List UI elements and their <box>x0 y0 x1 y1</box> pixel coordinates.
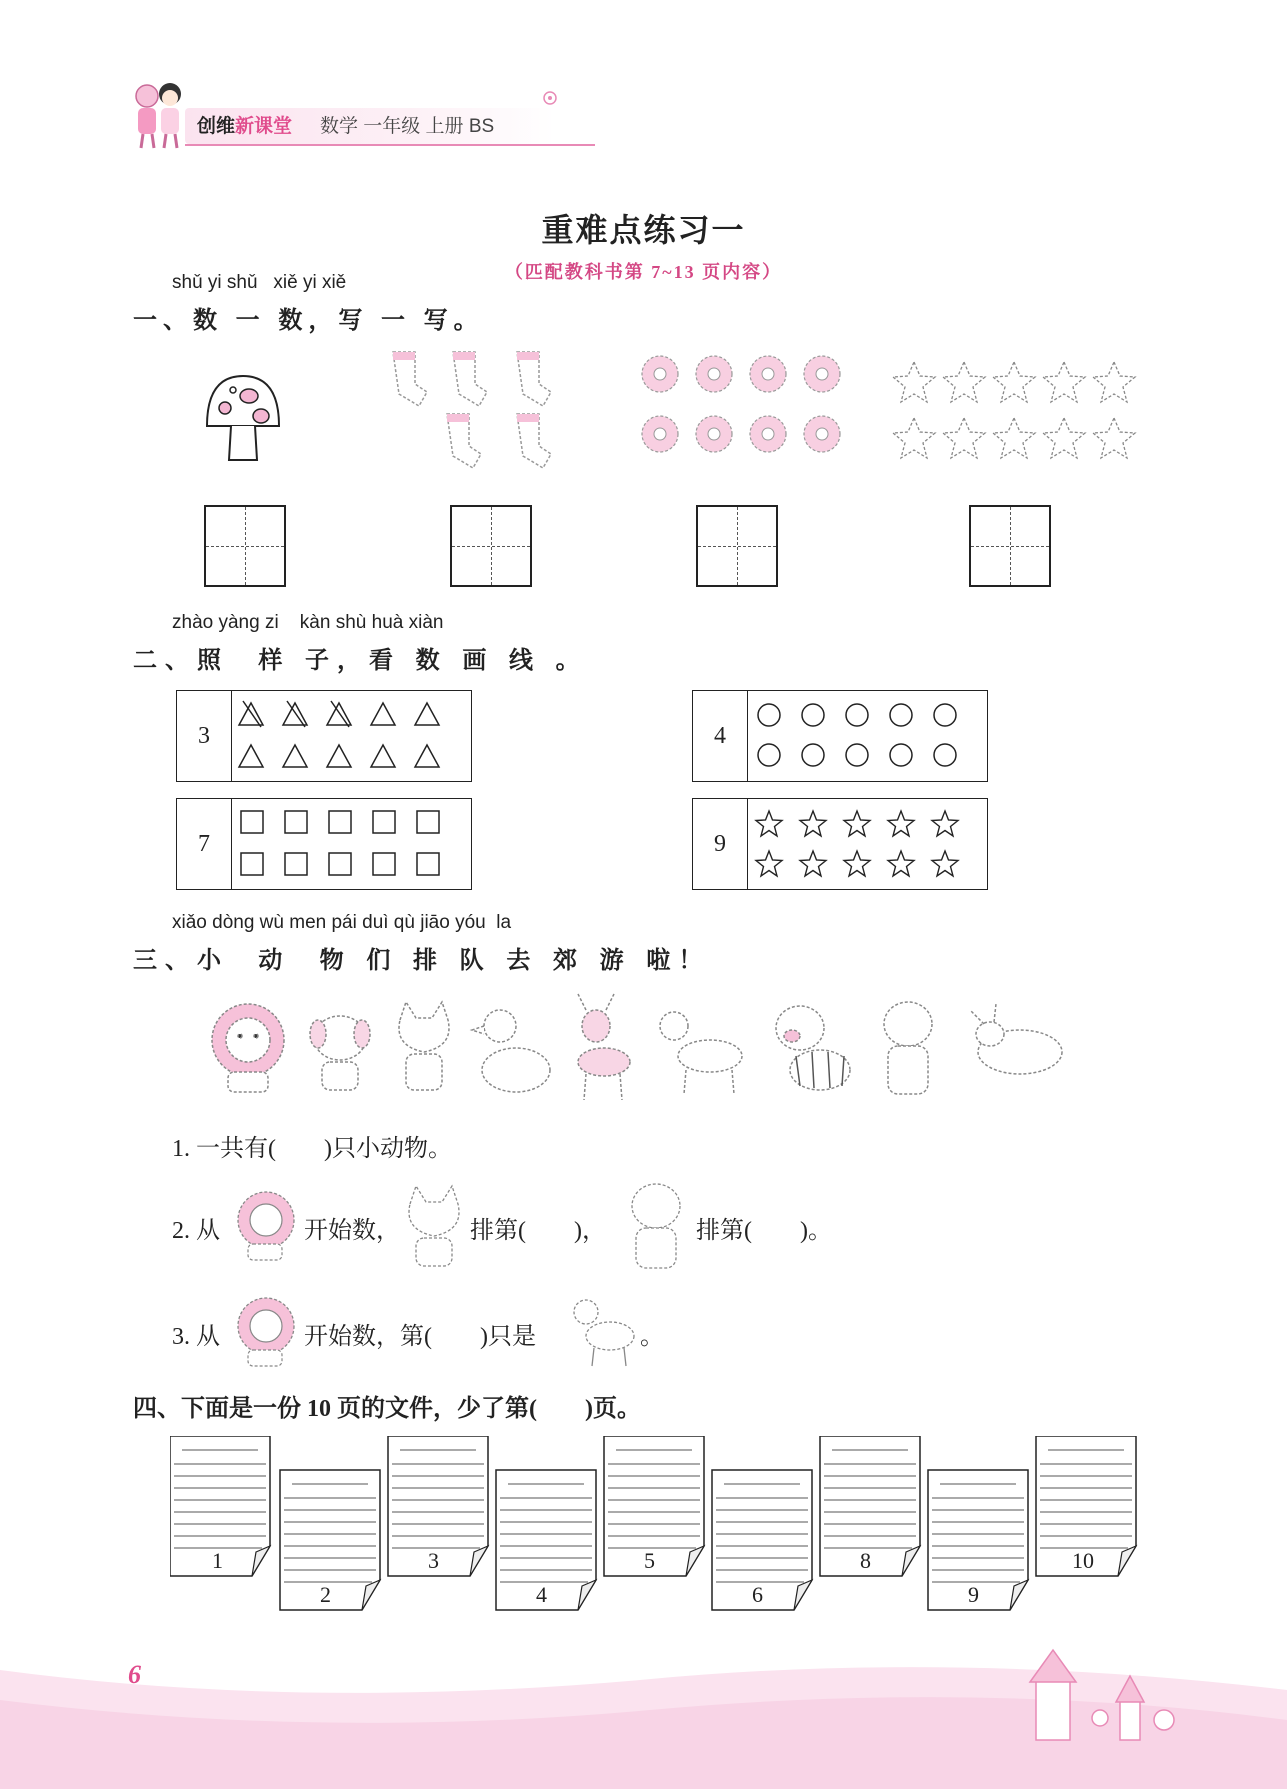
flower-decor-icon <box>535 86 565 110</box>
answer-box-socks[interactable] <box>450 505 532 587</box>
answer-box-mushroom[interactable] <box>204 505 286 587</box>
triangles-icon[interactable] <box>235 699 465 775</box>
count-box-4 <box>692 690 988 782</box>
tiger-icon <box>620 1178 692 1270</box>
q1-pinyin: shǔ yi shǔ xiě yi xiě <box>172 272 347 293</box>
page-label-1: 1 <box>212 1548 223 1573</box>
deer-icon <box>578 994 630 1100</box>
socks-icon <box>385 348 575 473</box>
q3-line1: 1. 一共有( )只小动物。 <box>172 1136 452 1162</box>
lion-icon <box>212 1004 284 1092</box>
page-number: 6 <box>128 1660 141 1689</box>
count-box-7 <box>176 798 472 890</box>
rabbit-icon <box>970 1004 1062 1074</box>
stars-icon <box>892 360 1142 472</box>
tiger-icon <box>884 1002 932 1094</box>
zebra-icon <box>776 1006 850 1090</box>
page-label-6: 6 <box>752 1582 763 1607</box>
q3-line3-c: 。 <box>640 1324 664 1350</box>
q3-heading: 三、小 动 物 们 排 队 去 郊 游 啦！ <box>133 947 711 974</box>
book-info: 数学 一年级 上册 BS <box>320 116 495 137</box>
answer-box-flowers[interactable] <box>696 505 778 587</box>
q3-line2-c: 排第( )， <box>470 1218 606 1244</box>
q4-heading: 四、下面是一份 10 页的文件，少了第( )页。 <box>133 1396 641 1422</box>
page-label-8: 8 <box>860 1548 871 1573</box>
q3-line3-b: 开始数，第( )只是 <box>304 1324 536 1350</box>
q3-pinyin: xiǎo dòng wù men pái duì qù jiāo yóu la <box>172 912 512 933</box>
footer-wave <box>0 1640 1287 1789</box>
cat-icon <box>402 1180 470 1268</box>
page-title: 重难点练习一 <box>541 212 746 248</box>
circles-icon[interactable] <box>751 699 981 775</box>
answer-box-stars[interactable] <box>969 505 1051 587</box>
count-box-number: 9 <box>693 799 748 889</box>
header-divider <box>185 144 595 146</box>
animal-lineup <box>200 990 1120 1110</box>
page-label-4: 4 <box>536 1582 547 1607</box>
goat-icon <box>660 1012 742 1094</box>
stars-outline-icon[interactable] <box>751 807 981 883</box>
brand-name: 创维新课堂 <box>197 116 293 137</box>
page-label-9: 9 <box>968 1582 979 1607</box>
lion-icon <box>232 1188 302 1264</box>
goat-icon <box>570 1292 638 1368</box>
count-box-3 <box>176 690 472 782</box>
count-box-number: 7 <box>177 799 232 889</box>
document-pages <box>170 1436 1140 1616</box>
q3-line2-a: 2. 从 <box>172 1218 220 1244</box>
cat-icon <box>399 1002 449 1090</box>
page-label-5: 5 <box>644 1548 655 1573</box>
page-label-10: 10 <box>1072 1548 1094 1573</box>
lion-icon <box>232 1294 302 1370</box>
q1-heading: 一、数 一 数，写 一 写。 <box>133 307 484 334</box>
q2-heading: 二、照 样 子，看 数 画 线 。 <box>133 647 588 674</box>
q3-line2-d: 排第( )。 <box>696 1218 832 1244</box>
count-box-9 <box>692 798 988 890</box>
duck-icon <box>472 1010 550 1092</box>
count-box-number: 3 <box>177 691 232 781</box>
q2-pinyin: zhào yàng zi kàn shù huà xiàn <box>172 612 444 633</box>
q3-line2-b: 开始数， <box>304 1218 400 1244</box>
dog-icon <box>310 1016 370 1090</box>
q3-line3-a: 3. 从 <box>172 1324 220 1350</box>
squares-icon[interactable] <box>235 807 465 883</box>
page-label-2: 2 <box>320 1582 331 1607</box>
page-header <box>125 78 555 150</box>
page-label-3: 3 <box>428 1548 439 1573</box>
mushroom-icon <box>203 370 283 466</box>
flowers-icon <box>632 352 852 468</box>
page-subtitle: （匹配教科书第 7~13 页内容） <box>504 262 783 282</box>
count-box-number: 4 <box>693 691 748 781</box>
